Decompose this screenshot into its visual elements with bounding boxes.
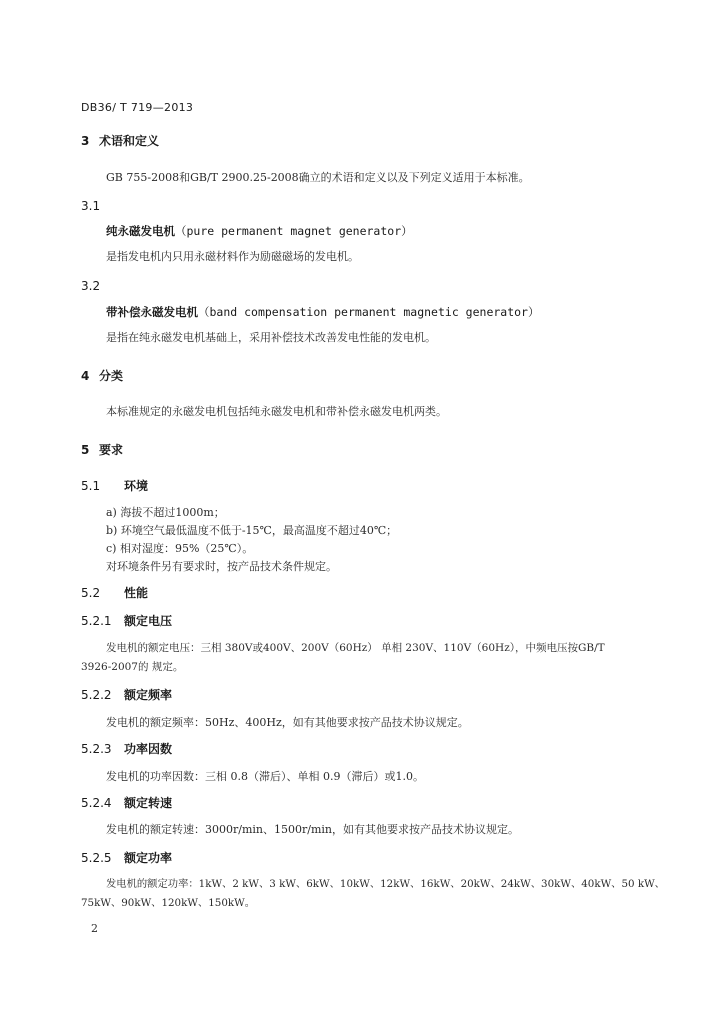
section-3-title: 术语和定义 [99, 134, 160, 148]
clause-3-1-term [106, 224, 413, 238]
section-4-title: 分类 [99, 369, 124, 383]
clause-5-2-3-number: 5.2.3 [81, 742, 112, 756]
clause-5-2-1-text-line2: 3926-2007的 规定。 [81, 661, 184, 673]
list-item: b) 环境空气最低温度不低于-15℃，最高温度不超过40℃； [106, 524, 398, 537]
section-5-number: 5 [81, 443, 90, 457]
clause-5-2-1-number: 5.2.1 [81, 614, 112, 628]
clause-5-2-5-text-line1: 发电机的额定功率：1kW、2 kW、3 kW、6kW、10kW、12kW、16kW、20kW、24kW、30kW、40kW、50 kW、 [106, 878, 665, 890]
term-en: （pure permanent magnet generator） [175, 224, 413, 238]
clause-5-2-3-title: 功率因数 [124, 742, 173, 756]
clause-5-2-1-title: 额定电压 [124, 614, 173, 628]
page-number: 2 [91, 922, 98, 935]
clause-5-1-note: 对环境条件另有要求时，按产品技术条件规定。 [106, 560, 337, 573]
clause-5-2-1-text-line1: 发电机的额定电压：三相 380V或400V、200V（60Hz） 单相 230V、110V（60Hz），中频电压按GB/T [106, 642, 605, 654]
clause-5-2-4-text: 发电机的额定转速：3000r/min、1500r/min，如有其他要求按产品技术协议规定。 [106, 823, 519, 836]
list-item: c) 相对湿度：95%（25℃）。 [106, 542, 254, 555]
clause-3-2-number: 3.2 [81, 279, 101, 293]
section-5-title: 要求 [99, 443, 124, 457]
clause-5-2-2-text: 发电机的额定频率：50Hz、400Hz，如有其他要求按产品技术协议规定。 [106, 716, 469, 729]
clause-3-1-definition: 是指发电机内只用永磁材料作为励磁磁场的发电机。 [106, 250, 359, 263]
doc-number-header: DB36/ T 719—2013 [81, 101, 194, 114]
clause-3-1-number: 3.1 [81, 199, 101, 213]
term-en: （band compensation permanent magnetic generator） [198, 305, 540, 319]
section-3-intro: GB 755-2008和GB/T 2900.25-2008确立的术语和定义以及下列定义适用于本标准。 [106, 171, 530, 184]
section-4-text: 本标准规定的永磁发电机包括纯永磁发电机和带补偿永磁发电机两类。 [106, 405, 447, 418]
section-3-number: 3 [81, 134, 90, 148]
clause-5-2-4-title: 额定转速 [124, 796, 173, 810]
clause-5-2-2-title: 额定频率 [124, 688, 173, 702]
clause-5-2-5-title: 额定功率 [124, 851, 173, 865]
clause-5-1-title: 环境 [124, 479, 149, 493]
section-4-number: 4 [81, 369, 90, 383]
clause-3-2-definition: 是指在纯永磁发电机基础上，采用补偿技术改善发电性能的发电机。 [106, 331, 436, 344]
clause-5-2-4-number: 5.2.4 [81, 796, 112, 810]
clause-5-2-2-number: 5.2.2 [81, 688, 112, 702]
clause-5-1-number: 5.1 [81, 479, 101, 493]
clause-5-2-title: 性能 [124, 586, 149, 600]
clause-5-2-number: 5.2 [81, 586, 101, 600]
term-cn: 带补偿永磁发电机 [106, 305, 198, 319]
list-item: a) 海拔不超过1000m； [106, 506, 225, 519]
clause-5-2-5-number: 5.2.5 [81, 851, 112, 865]
term-cn: 纯永磁发电机 [106, 224, 175, 238]
clause-3-2-term [106, 305, 540, 319]
clause-5-2-3-text: 发电机的功率因数：三相 0.8（滞后）、单相 0.9（滞后）或1.0。 [106, 770, 424, 783]
clause-5-2-5-text-line2: 75kW、90kW、120kW、150kW。 [81, 897, 255, 909]
